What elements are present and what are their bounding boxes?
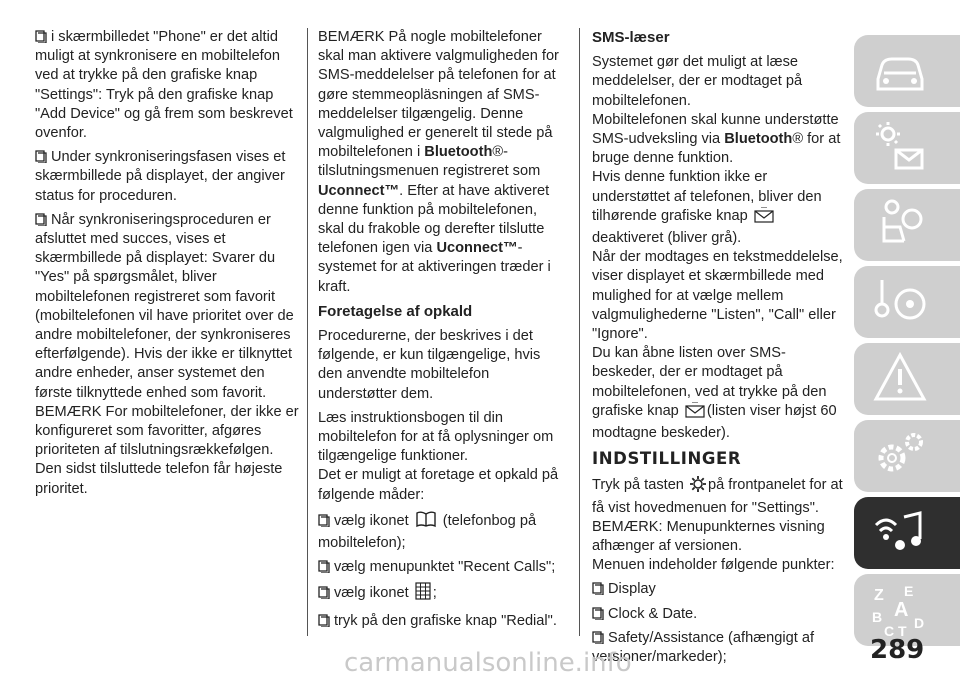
list-item: Display	[608, 581, 656, 598]
bullet-icon	[318, 585, 330, 599]
paragraph: Procedurerne, der beskrives i det følgende, er kun tilgængelige, hvis den anvendte mobiltelefon understøtter dem.	[318, 328, 541, 402]
text: ® for at bruge denne funktion.	[592, 131, 841, 167]
text: . Efter at have aktiveret denne funktion på mobiltelefonen, skal du frakoble og derefter tilslutte telefonen igen via	[318, 182, 550, 257]
bold-text: Bluetooth	[724, 131, 793, 148]
svg-text:B: B	[872, 609, 883, 625]
column-right	[592, 28, 844, 672]
tab-car[interactable]	[854, 35, 960, 107]
bullet-icon	[592, 630, 604, 644]
multimedia-icon	[870, 505, 930, 561]
text: vælg ikonet	[334, 585, 409, 602]
bullet-paragraph	[318, 558, 566, 577]
section-title: INDSTILLINGER	[592, 449, 742, 469]
text: deaktiveret (bliver grå).	[592, 230, 742, 247]
tab-warning-lights[interactable]	[854, 112, 960, 184]
text: (listen viser højst 60 modtagne beskeder).	[592, 402, 837, 442]
tab-multimedia[interactable]	[854, 497, 960, 569]
text: Mobiltelefonen skal kunne understøtte SMS-udveksling via	[592, 111, 839, 148]
bold-text: Uconnect™	[436, 240, 518, 257]
paragraph	[592, 168, 844, 248]
tab-starting-driving[interactable]	[854, 266, 960, 338]
paragraph	[592, 111, 844, 169]
text: ®-tilslutningsmenuen registreret som	[318, 144, 541, 180]
text: Du kan åbne listen over SMS-beskeder, der er modtaget på mobiltelefonen, ved at trykke på den grafiske knap	[592, 345, 827, 419]
bullet-paragraph	[318, 612, 566, 631]
keypad-icon	[415, 582, 431, 606]
message-icon	[685, 402, 705, 424]
warning-triangle-icon	[870, 351, 930, 407]
list-item: Safety/Assistance (afhængigt af versioner/markeder);	[592, 629, 815, 666]
section-heading: SMS-læser	[592, 29, 670, 46]
bullet-icon	[35, 212, 47, 226]
column-left	[35, 28, 299, 504]
column-divider	[579, 28, 580, 636]
bullet-icon	[592, 606, 604, 620]
bullet-icon	[35, 149, 47, 163]
bullet-paragraph	[592, 580, 844, 599]
svg-text:E: E	[904, 583, 914, 599]
section-heading: Foretagelse af opkald	[318, 302, 473, 320]
text: på frontpanelet for at få vist hovedmenuen for "Settings".	[592, 477, 843, 516]
bold-text: Uconnect™	[318, 182, 400, 199]
column-middle	[318, 28, 566, 636]
paragraph: Systemet gør det muligt at læse meddelelser, der er modtaget på mobiltelefonen.	[592, 54, 803, 109]
key-steering-icon	[870, 274, 930, 330]
page-number: 289	[870, 635, 925, 665]
paragraph-text: Når synkroniseringsproceduren er afsluttet med succes, vises et skærmbillede på displayet: Svarer du "Yes" på spørgsmålet, bliver mobiltelefonen registreret som favorit (mobiltelefonen vil have prioritet over de andre mobiltelefoner, der synkroniseres efterfølgende). Hvis der ikke er tilknyttet andre enheder, anser systemet den første tilknyttede enhed som favorit. BEMÆRK For mobiltelefoner, der ikke er konfigureret som favoritter, afgøres prioriteten af tilslutningsrækkefølgen. Den sidst tilsluttede telefon får højeste prioritet.	[35, 211, 299, 497]
text: ;	[432, 585, 437, 602]
airbag-seat-icon	[870, 197, 930, 253]
bullet-paragraph	[35, 28, 299, 143]
warning-light-icon	[870, 120, 930, 176]
svg-text:T: T	[898, 623, 907, 638]
watermark: carmanualsonline.info	[344, 648, 632, 678]
tab-safety[interactable]	[854, 189, 960, 261]
text: vælg ikonet	[334, 512, 409, 529]
text: Tryk på tasten	[592, 477, 684, 494]
text: tryk på den grafiske knap "Redial".	[334, 612, 557, 629]
svg-text:Z: Z	[874, 587, 884, 604]
tab-emergency[interactable]	[854, 343, 960, 415]
text: -systemet for at aktiveringen træder i kraft.	[318, 240, 551, 295]
tab-maintenance[interactable]	[854, 420, 960, 492]
paragraph	[592, 476, 844, 517]
paragraph: Det er muligt at foretage et opkald på følgende måder:	[318, 467, 559, 503]
bullet-paragraph	[35, 148, 299, 206]
bullet-paragraph	[318, 510, 566, 553]
text: vælg menupunktet "Recent Calls";	[334, 559, 556, 576]
car-icon	[870, 43, 930, 99]
note-paragraph	[318, 28, 566, 297]
chapter-tabs	[854, 35, 960, 651]
paragraph: BEMÆRK: Menupunkternes visning afhænger af versionen.	[592, 518, 825, 555]
paragraph-text: i skærmbilledet "Phone" er det altid muligt at synkronisere en mobiltelefon ved at trykke på den grafiske knap "Settings": Tryk på den grafiske knap "Add Device" og gå frem som beskrevet ovenfor.	[35, 29, 293, 142]
column-divider	[307, 28, 308, 636]
svg-text:C: C	[884, 623, 895, 638]
list-item: Clock & Date.	[608, 605, 698, 622]
bullet-icon	[318, 613, 330, 627]
bullet-icon	[318, 559, 330, 573]
text: Hvis denne funktion ikke er understøttet af telefonen, bliver den tilhørende grafiske knap	[592, 169, 822, 224]
text: BEMÆRK På nogle mobiltelefoner skal man aktivere valgmuligheden for SMS-meddelelser på telefonen for at gøre stemmeopläsningen af SMS-meddelelser tilgængelig. Denne valgmulighed er generelt til stede på mobiltelefonen i	[318, 29, 559, 161]
paragraph-text: Under synkroniseringsfasen vises et skærmbillede på displayet, der angiver status for proceduren.	[35, 149, 286, 204]
paragraph: Menuen indeholder følgende punkter:	[592, 557, 835, 574]
message-icon	[754, 207, 774, 229]
bullet-icon	[592, 581, 604, 595]
svg-text:D: D	[914, 615, 925, 631]
bullet-paragraph	[35, 211, 299, 499]
paragraph: Læs instruktionsbogen til din mobiltelefon for at få oplysninger om tilgængelige funktioner.	[318, 409, 554, 465]
settings-gear-icon	[690, 476, 706, 498]
bold-text: Bluetooth	[424, 144, 493, 161]
bullet-paragraph	[318, 582, 566, 606]
alphabet-index-icon	[870, 582, 930, 638]
bullet-icon	[318, 513, 330, 527]
phonebook-icon	[415, 510, 437, 534]
bullet-paragraph	[592, 605, 844, 624]
text: (telefonbog på mobiltelefon);	[318, 512, 537, 552]
svg-text:A: A	[894, 599, 909, 621]
paragraph	[592, 344, 844, 443]
gears-icon	[870, 428, 930, 484]
paragraph: Når der modtages en tekstmeddelelse, viser displayet et skærmbillede med mulighed for at vælge mellem valgmulighederne "Listen", "Call" eller "Ignore".	[592, 249, 843, 343]
bullet-icon	[35, 29, 47, 43]
